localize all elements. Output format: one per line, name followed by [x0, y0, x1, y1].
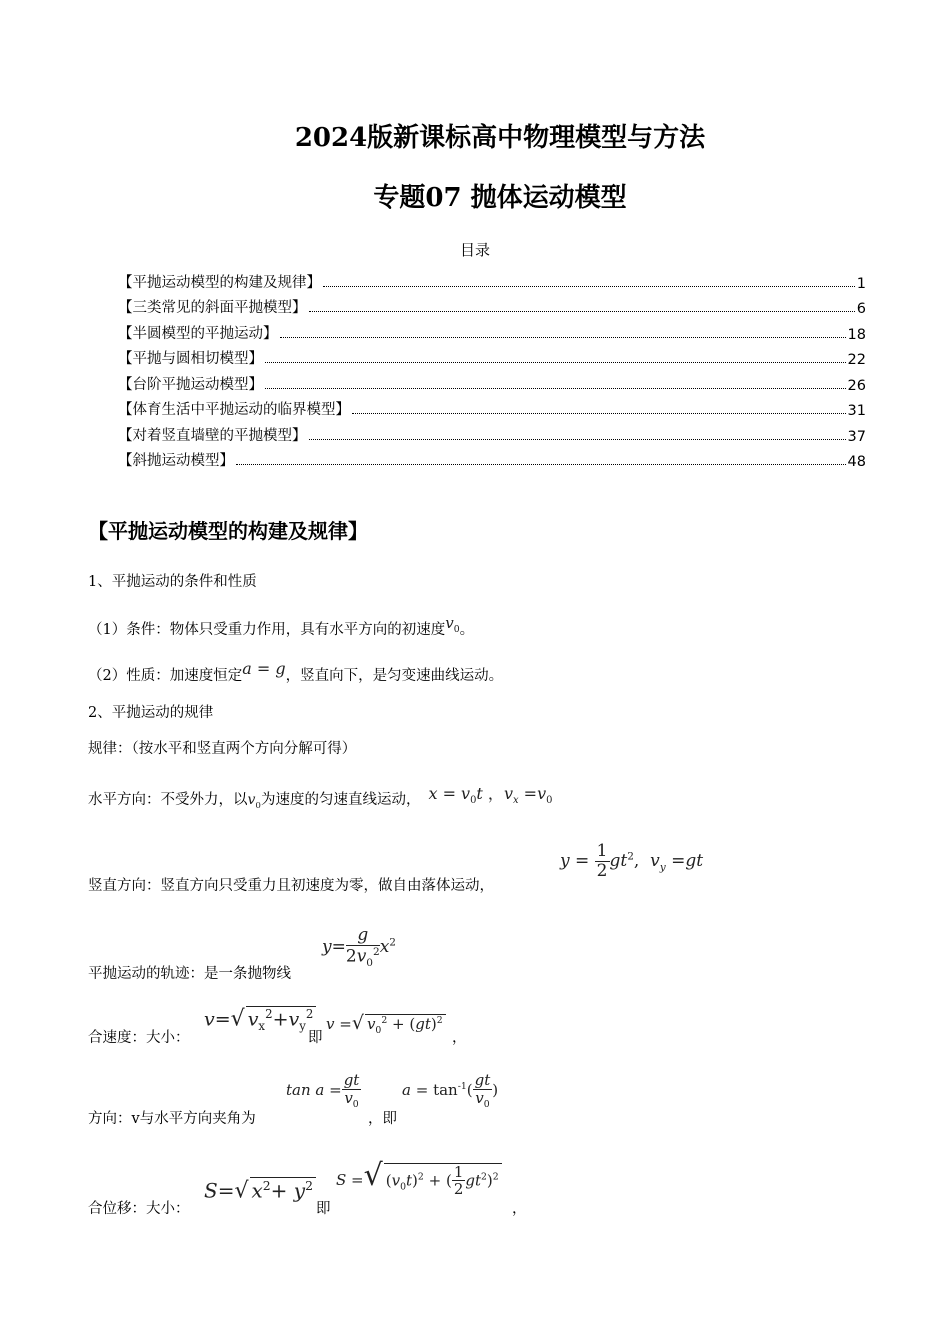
toc-leader-dots: [280, 337, 846, 338]
toc-leader-dots: [352, 413, 846, 414]
toc-item-page: 1: [856, 276, 866, 292]
section-heading: 【平抛运动模型的构建及规律】: [88, 519, 368, 543]
document-title: 2024版新课标高中物理模型与方法: [294, 123, 706, 153]
toc-leader-dots: [309, 439, 846, 440]
formula-trajectory: y= $\frac{g}{2v_0^2}$ $x^2$: [322, 925, 396, 969]
formula-displacement-magnitude: S=√ $x^2+ y^2$: [204, 1177, 316, 1204]
toc-leader-dots: [265, 388, 846, 389]
formula-v0: $v_0$: [445, 614, 460, 635]
horizontal-text-end: 为速度的匀速直线运动，: [260, 792, 421, 808]
toc-item[interactable]: [118, 346, 866, 368]
toc-item[interactable]: [118, 448, 866, 470]
formula-horizontal: $x = v_0t$ ，$v_x =v_0$: [428, 784, 553, 807]
toc-leader-dots: [265, 362, 846, 363]
toc-item-page: 18: [847, 327, 866, 343]
formula-alpha: $a = \tan^{-1}$( $\frac{gt}{v_0}$ ): [402, 1071, 499, 1110]
toc-leader-dots: [236, 464, 846, 465]
toc-item-page: 22: [847, 352, 866, 368]
toc-item[interactable]: [118, 372, 866, 394]
condition-end: 。: [459, 622, 475, 638]
toc-item-label: 【半圆模型的平抛运动】: [118, 326, 278, 342]
paragraph-condition: [88, 614, 475, 641]
velocity-comma: ，: [452, 1030, 467, 1046]
direction-ji: ，即: [368, 1111, 397, 1127]
paragraph-trajectory: 平抛运动的轨迹：是一条抛物线: [88, 966, 291, 982]
toc-item-label: 【三类常见的斜面平抛模型】: [118, 300, 307, 316]
toc-item[interactable]: [118, 423, 866, 445]
toc-item[interactable]: [118, 321, 866, 343]
paragraph-vertical: 竖直方向：竖直方向只受重力且初速度为零，做自由落体运动，: [88, 878, 494, 894]
toc-leader-dots: [309, 311, 855, 312]
paragraph-property: [88, 659, 504, 685]
formula-velocity-expanded: v =√ $v_0^2 + (gt)^2$: [326, 1012, 446, 1036]
toc-item-label: 【平抛运动模型的构建及规律】: [118, 275, 321, 291]
formula-vertical: y = $\frac{1}{2}$ $gt^2$, $v_y =gt$: [560, 841, 704, 881]
inline-v0: $v_0$: [247, 792, 261, 811]
toc-item-label: 【平抛与圆相切模型】: [118, 351, 263, 367]
velocity-text: 合速度：大小：: [88, 1030, 190, 1046]
toc-item-label: 【对着竖直墙壁的平抛模型】: [118, 428, 307, 444]
paragraph-conditions-title: 1、平抛运动的条件和性质: [88, 574, 257, 590]
velocity-ji: 即: [308, 1030, 323, 1046]
toc-item-label: 【斜抛运动模型】: [118, 453, 234, 469]
formula-velocity-magnitude: v=√ $v_x^2+v_y^2$: [204, 1006, 316, 1033]
toc-heading: 目录: [459, 241, 490, 259]
formula-tan-alpha: tan a = $\frac{gt}{v_0}$: [286, 1071, 360, 1110]
displacement-ji: 即: [316, 1201, 331, 1217]
paragraph-resultant-velocity: [88, 1026, 190, 1047]
toc-item[interactable]: [118, 270, 866, 292]
property-text: （2）性质：加速度恒定: [88, 668, 243, 684]
formula-displacement-expanded: S =√ $(v_0t)^2$ + ( $\frac{1}{2}$ $gt^2)^2$: [336, 1158, 502, 1198]
toc-item[interactable]: [118, 397, 866, 419]
document-subtitle: 专题07 抛体运动模型: [373, 183, 627, 213]
condition-text: （1）条件：物体只受重力作用，具有水平方向的初速度: [88, 622, 446, 638]
toc-item-page: 26: [847, 378, 866, 394]
paragraph-direction: 方向：v与水平方向夹角为: [88, 1111, 256, 1127]
toc-item-page: 31: [847, 403, 866, 419]
toc-item[interactable]: [118, 295, 866, 317]
formula-a-equals-g: a = g: [242, 659, 286, 678]
property-text-end: ，竖直向下，是匀变速曲线运动。: [285, 668, 504, 684]
paragraph-rules-title: 2、平抛运动的规律: [88, 705, 214, 721]
toc-item-page: 37: [847, 429, 866, 445]
displacement-comma: ，: [512, 1201, 527, 1217]
toc-item-label: 【体育生活中平抛运动的临界模型】: [118, 402, 350, 418]
paragraph-resultant-displacement: 合位移：大小：: [88, 1201, 190, 1217]
toc-item-page: 48: [847, 454, 866, 470]
paragraph-rules-intro: 规律：（按水平和竖直两个方向分解可得）: [88, 741, 357, 757]
toc-item-label: 【台阶平抛运动模型】: [118, 377, 263, 393]
toc-leader-dots: [323, 286, 855, 287]
horizontal-text: 水平方向：不受外力，以: [88, 792, 248, 808]
paragraph-horizontal: [88, 786, 552, 811]
toc-item-page: 6: [856, 301, 866, 317]
